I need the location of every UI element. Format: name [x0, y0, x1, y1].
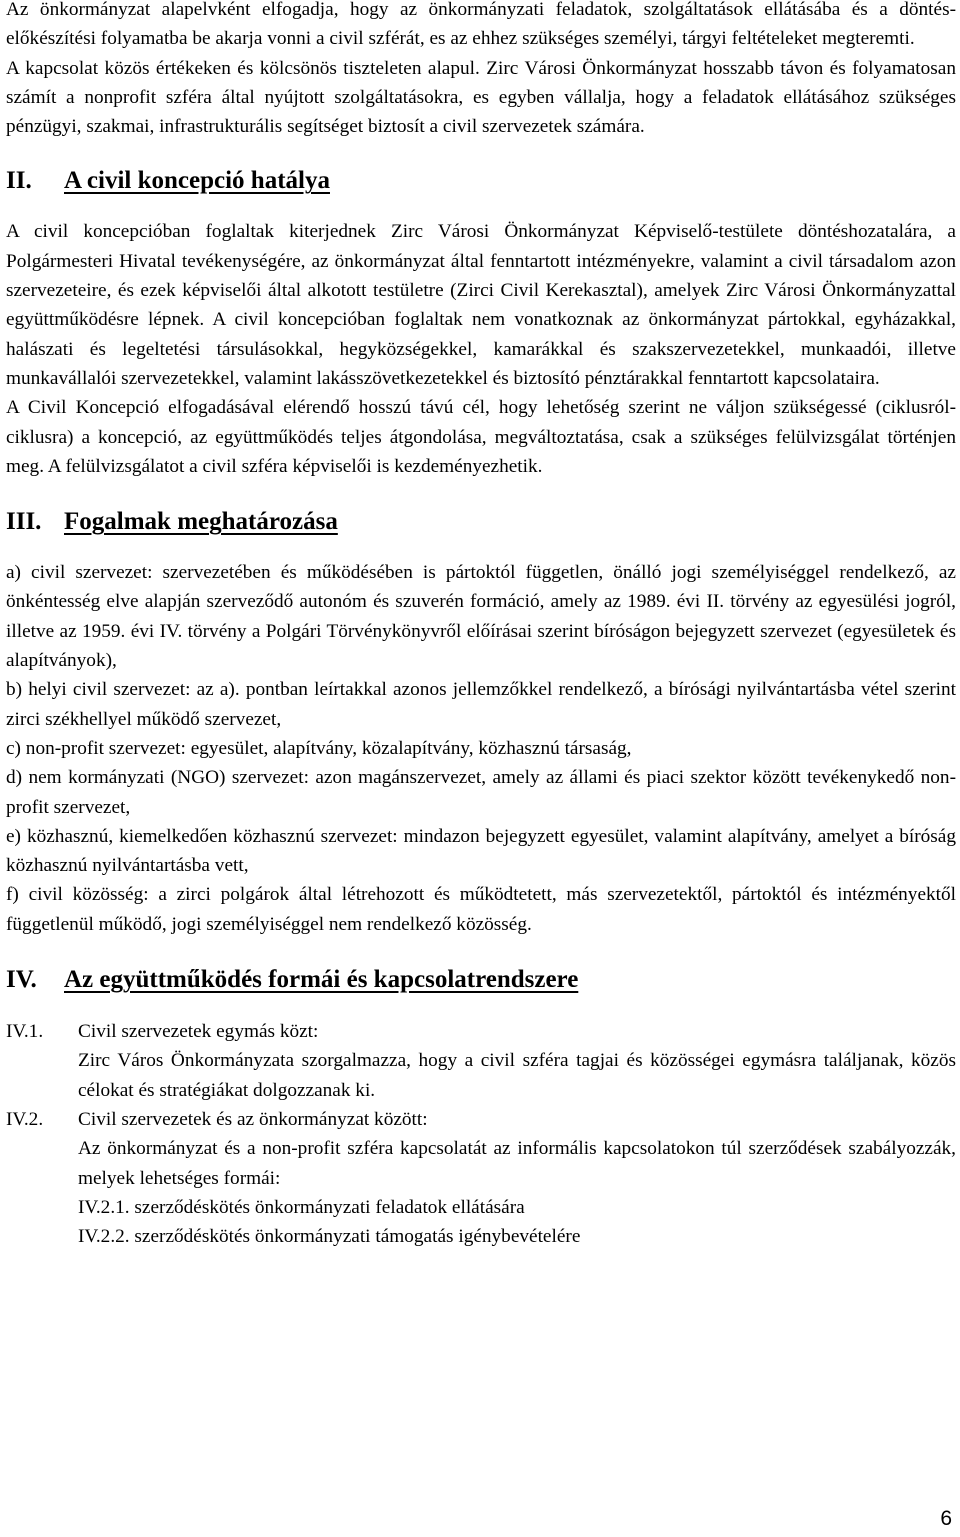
definition-item-c: c) non-profit szervezet: egyesület, alapítvány, közalapítvány, közhasznú társaság,	[6, 737, 632, 759]
subsection-4-2-number: IV.2.	[6, 1108, 44, 1130]
subsection-4-2-title: Civil szervezetek és az önkormányzat között:	[78, 1108, 428, 1130]
page-number: 6	[940, 1507, 952, 1530]
section-4-heading	[6, 965, 956, 995]
document-page	[6, 0, 956, 1251]
section-4-title: Az együttműködés formái és kapcsolatrendszere	[64, 966, 579, 994]
intro-paragraph-2: A kapcsolat közös értékeken és kölcsönös tiszteleten alapul. Zirc Városi Önkormányzat hosszabb távon és folyamatosan számít a nonprofit szféra által nyújtott szolgáltatásokra, es egyben vállalja, hogy a feladatok ellátásához szükséges pénzügyi, szakmai, infrastrukturális segítséget biztosít a civil szervezetek számára.	[6, 57, 956, 138]
subsection-4-1	[6, 1017, 956, 1105]
definition-item-a: a) civil szervezet: szervezetében és működésében is pártoktól független, önálló jogi személyiséggel rendelkező, az önkéntesség elve alapján szerveződő autonóm és szuverén formáció, amely az 1989. évi II. törvény az egyesülési jogról, illetve az 1959. évi IV. törvény a Polgári Törvénykönyvről előírásai szerint bíróságon bejegyzett szervezet (egyesületek és alapítványok),	[6, 562, 956, 672]
cooperation-form-2: IV.2.2. szerződéskötés önkormányzati támogatás igénybevételére	[78, 1226, 581, 1248]
section-3-title: Fogalmak meghatározása	[64, 508, 338, 536]
subsection-4-1-title: Civil szervezetek egymás közt:	[78, 1021, 319, 1043]
section-2-paragraph-1: A civil koncepcióban foglaltak kiterjednek Zirc Városi Önkormányzat Képviselő-testülete döntéshozatalára, a Polgármesteri Hivatal tevékenységére, az önkormányzat által fenntartott intézményekre, valamint a civil társadalom azon szervezeteire, és ezek képviselői által alkotott testületre (Zirci Civil Kerekasztal), amelyek Zirc Városi Önkormányzattal együttműködésre lépnek. A civil koncepcióban foglaltak nem vonatkoznak az önkormányzat pártokkal, egyházakkal, halászati és legeltetési társulásokkal, hegyközségekkel, kamarákkal és szakszervezetekkel, munkaadói, illetve munkavállalói szervezetekkel, valamint lakásszövetkezetekkel és biztosító pénztárakkal fenntartott kapcsolataira.	[6, 221, 956, 389]
definition-item-b: b) helyi civil szervezet: az a). pontban leírtakkal azonos jellemzőkkel rendelkező, a bírósági nyilvántartásba vétel szerint zirci székhellyel működő szervezet,	[6, 679, 956, 730]
section-2-title: A civil koncepció hatálya	[64, 167, 330, 195]
subsection-4-1-number: IV.1.	[6, 1021, 44, 1043]
subsection-4-1-text: Zirc Város Önkormányzata szorgalmazza, hogy a civil szféra tagjai és közösségei egymásra találjanak, közös célokat és stratégiákat dolgozzanak ki.	[78, 1050, 956, 1101]
section-2-paragraph-2: A Civil Koncepció elfogadásával elérendő hosszú távú cél, hogy lehetőség szerint ne váljon szükségessé (ciklusról-ciklusra) a koncepció, az együttműködés teljes átgondolása, megváltoztatása, csak a szükséges felülvizsgálat történjen meg. A felülvizsgálatot a civil szféra képviselői is kezdeményezhetik.	[6, 397, 956, 477]
section-3-heading	[6, 507, 956, 537]
section-3-number: III.	[6, 508, 42, 536]
section-2-number: II.	[6, 167, 32, 195]
section-2-heading	[6, 166, 956, 196]
definition-item-d: d) nem kormányzati (NGO) szervezet: azon magánszervezet, amely az állami és piaci szektor között tevékenykedő non-profit szervezet,	[6, 767, 956, 818]
section-4-number: IV.	[6, 966, 37, 994]
subsection-4-2-text: Az önkormányzat és a non-profit szféra kapcsolatát az informális kapcsolatokon túl szerződések szabályozzák, melyek lehetséges formái:	[78, 1138, 956, 1189]
definition-item-e: e) közhasznú, kiemelkedően közhasznú szervezet: mindazon bejegyzett egyesület, valamint alapítvány, amelyet a bíróság közhasznú nyilvántartásba vett,	[6, 825, 956, 877]
cooperation-form-1: IV.2.1. szerződéskötés önkormányzati feladatok ellátására	[78, 1196, 525, 1218]
intro-paragraph-1: Az önkormányzat alapelvként elfogadja, hogy az önkormányzati feladatok, szolgáltatások ellátásába és a döntés-előkészítési folyamatba be akarja vonni a civil szférát, es az ehhez szükséges személyi, tárgyi feltételeket megteremti.	[6, 0, 956, 50]
subsection-4-2	[6, 1105, 956, 1251]
definition-item-f: f) civil közösség: a zirci polgárok által létrehozott és működtetett, más szervezetektől, pártoktól és intézményektől függetlenül működő, jogi személyiséggel nem rendelkező közösség.	[6, 884, 956, 935]
definitions-list	[6, 558, 956, 939]
